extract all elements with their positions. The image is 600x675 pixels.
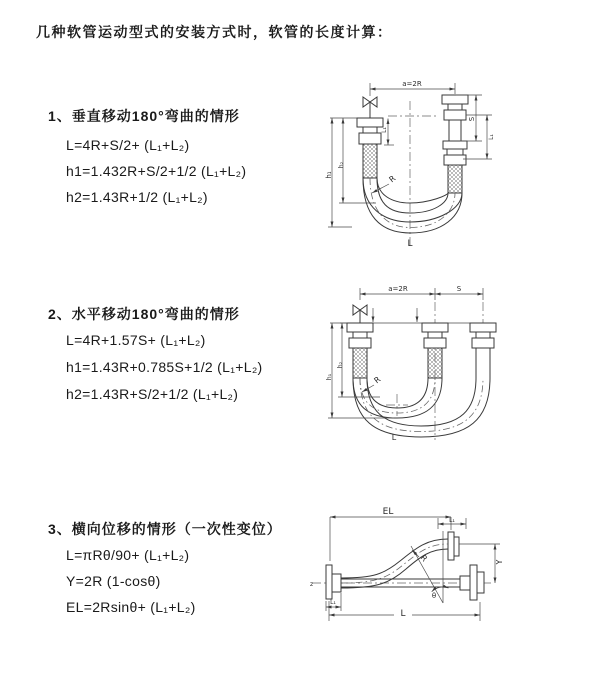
right-hose-leg	[470, 323, 496, 378]
dim-label-r: R	[372, 374, 383, 386]
dim-label-l1-right: L₁	[488, 134, 495, 140]
top-fitting-dimension	[438, 517, 466, 529]
dim-label-h2: h₂	[337, 361, 344, 369]
left-flange	[326, 565, 341, 599]
valve-icon	[353, 305, 367, 323]
section-1-formula-h1: h1=1.432R+S/2+1/2 (L₁+L₂)	[66, 163, 247, 179]
dim-label-l1-left: L₁	[381, 127, 388, 133]
top-width-dimension	[370, 80, 455, 96]
diagram-horizontal-180-bend	[310, 280, 600, 452]
dim-label-h2: h₂	[338, 161, 345, 169]
dim-label-l1-top: L₁	[449, 517, 455, 524]
diagram-vertical-180-bend	[310, 75, 600, 255]
section-2-heading: 2、水平移动180°弯曲的情形	[48, 306, 240, 322]
dim-label-l-bottom: L	[407, 239, 413, 249]
section-2-formula-h2: h2=1.43R+S/2+1/2 (L₁+L₂)	[66, 386, 239, 402]
dim-label-r: R	[418, 553, 430, 564]
dim-label-el: EL	[382, 507, 394, 517]
axis-break-mark: z	[310, 581, 314, 588]
upper-flange	[448, 532, 459, 560]
section-2-formula-h1: h1=1.43R+0.785S+1/2 (L₁+L₂)	[66, 359, 263, 375]
length-dimension	[329, 601, 480, 621]
middle-hose-leg	[422, 323, 448, 378]
dim-label-y: Y	[495, 559, 504, 565]
section-1-heading: 1、垂直移动180°弯曲的情形	[48, 108, 240, 124]
dim-label-l-bottom: L	[391, 433, 397, 442]
valve-icon	[363, 97, 377, 118]
dim-label-l1-left: L₁	[330, 599, 336, 606]
position-marker-arrows	[373, 308, 417, 322]
section-3-formula-EL: EL=2Rsinθ+ (L₁+L₂)	[66, 599, 196, 615]
section-1-formula-L: L=4R+S/2+ (L₁+L₂)	[66, 137, 190, 153]
dim-label-theta: θ	[431, 592, 437, 600]
diagram-lateral-displacement	[298, 503, 598, 643]
section-3-heading: 3、横向位移的情形（一次性变位）	[48, 521, 282, 537]
dim-label-a2r: a=2R	[388, 285, 408, 293]
section-2-formula-L: L=4R+1.57S+ (L₁+L₂)	[66, 332, 206, 348]
left-hose-leg	[357, 118, 383, 178]
hose-u-loops	[353, 378, 490, 437]
dim-label-l-bottom: L	[400, 609, 406, 619]
dim-label-s: S	[456, 285, 462, 293]
s-curve-hose	[341, 539, 448, 588]
hose-u-loops	[363, 178, 462, 233]
section-3-formula-L: L=πRθ/90+ (L₁+L₂)	[66, 547, 190, 563]
dim-label-s: S	[468, 116, 476, 122]
dim-label-h1: h₁	[326, 373, 333, 381]
left-hose-leg	[347, 323, 373, 378]
centerlines	[388, 101, 438, 247]
page-title: 几种软管运动型式的安装方式时，软管的长度计算：	[36, 24, 393, 40]
el-dimension	[330, 507, 451, 564]
dim-label-h1: h₁	[325, 171, 333, 179]
section-1-formula-h2: h2=1.43R+1/2 (L₁+L₂)	[66, 189, 208, 205]
dim-label-a2r: a=2R	[402, 80, 422, 88]
right-hose-leg	[442, 95, 468, 193]
lower-straight-pipe	[341, 565, 484, 600]
top-dimensions	[360, 285, 483, 300]
dim-label-r: R	[387, 173, 398, 185]
section-3-formula-Y: Y=2R (1-cosθ)	[66, 573, 161, 589]
